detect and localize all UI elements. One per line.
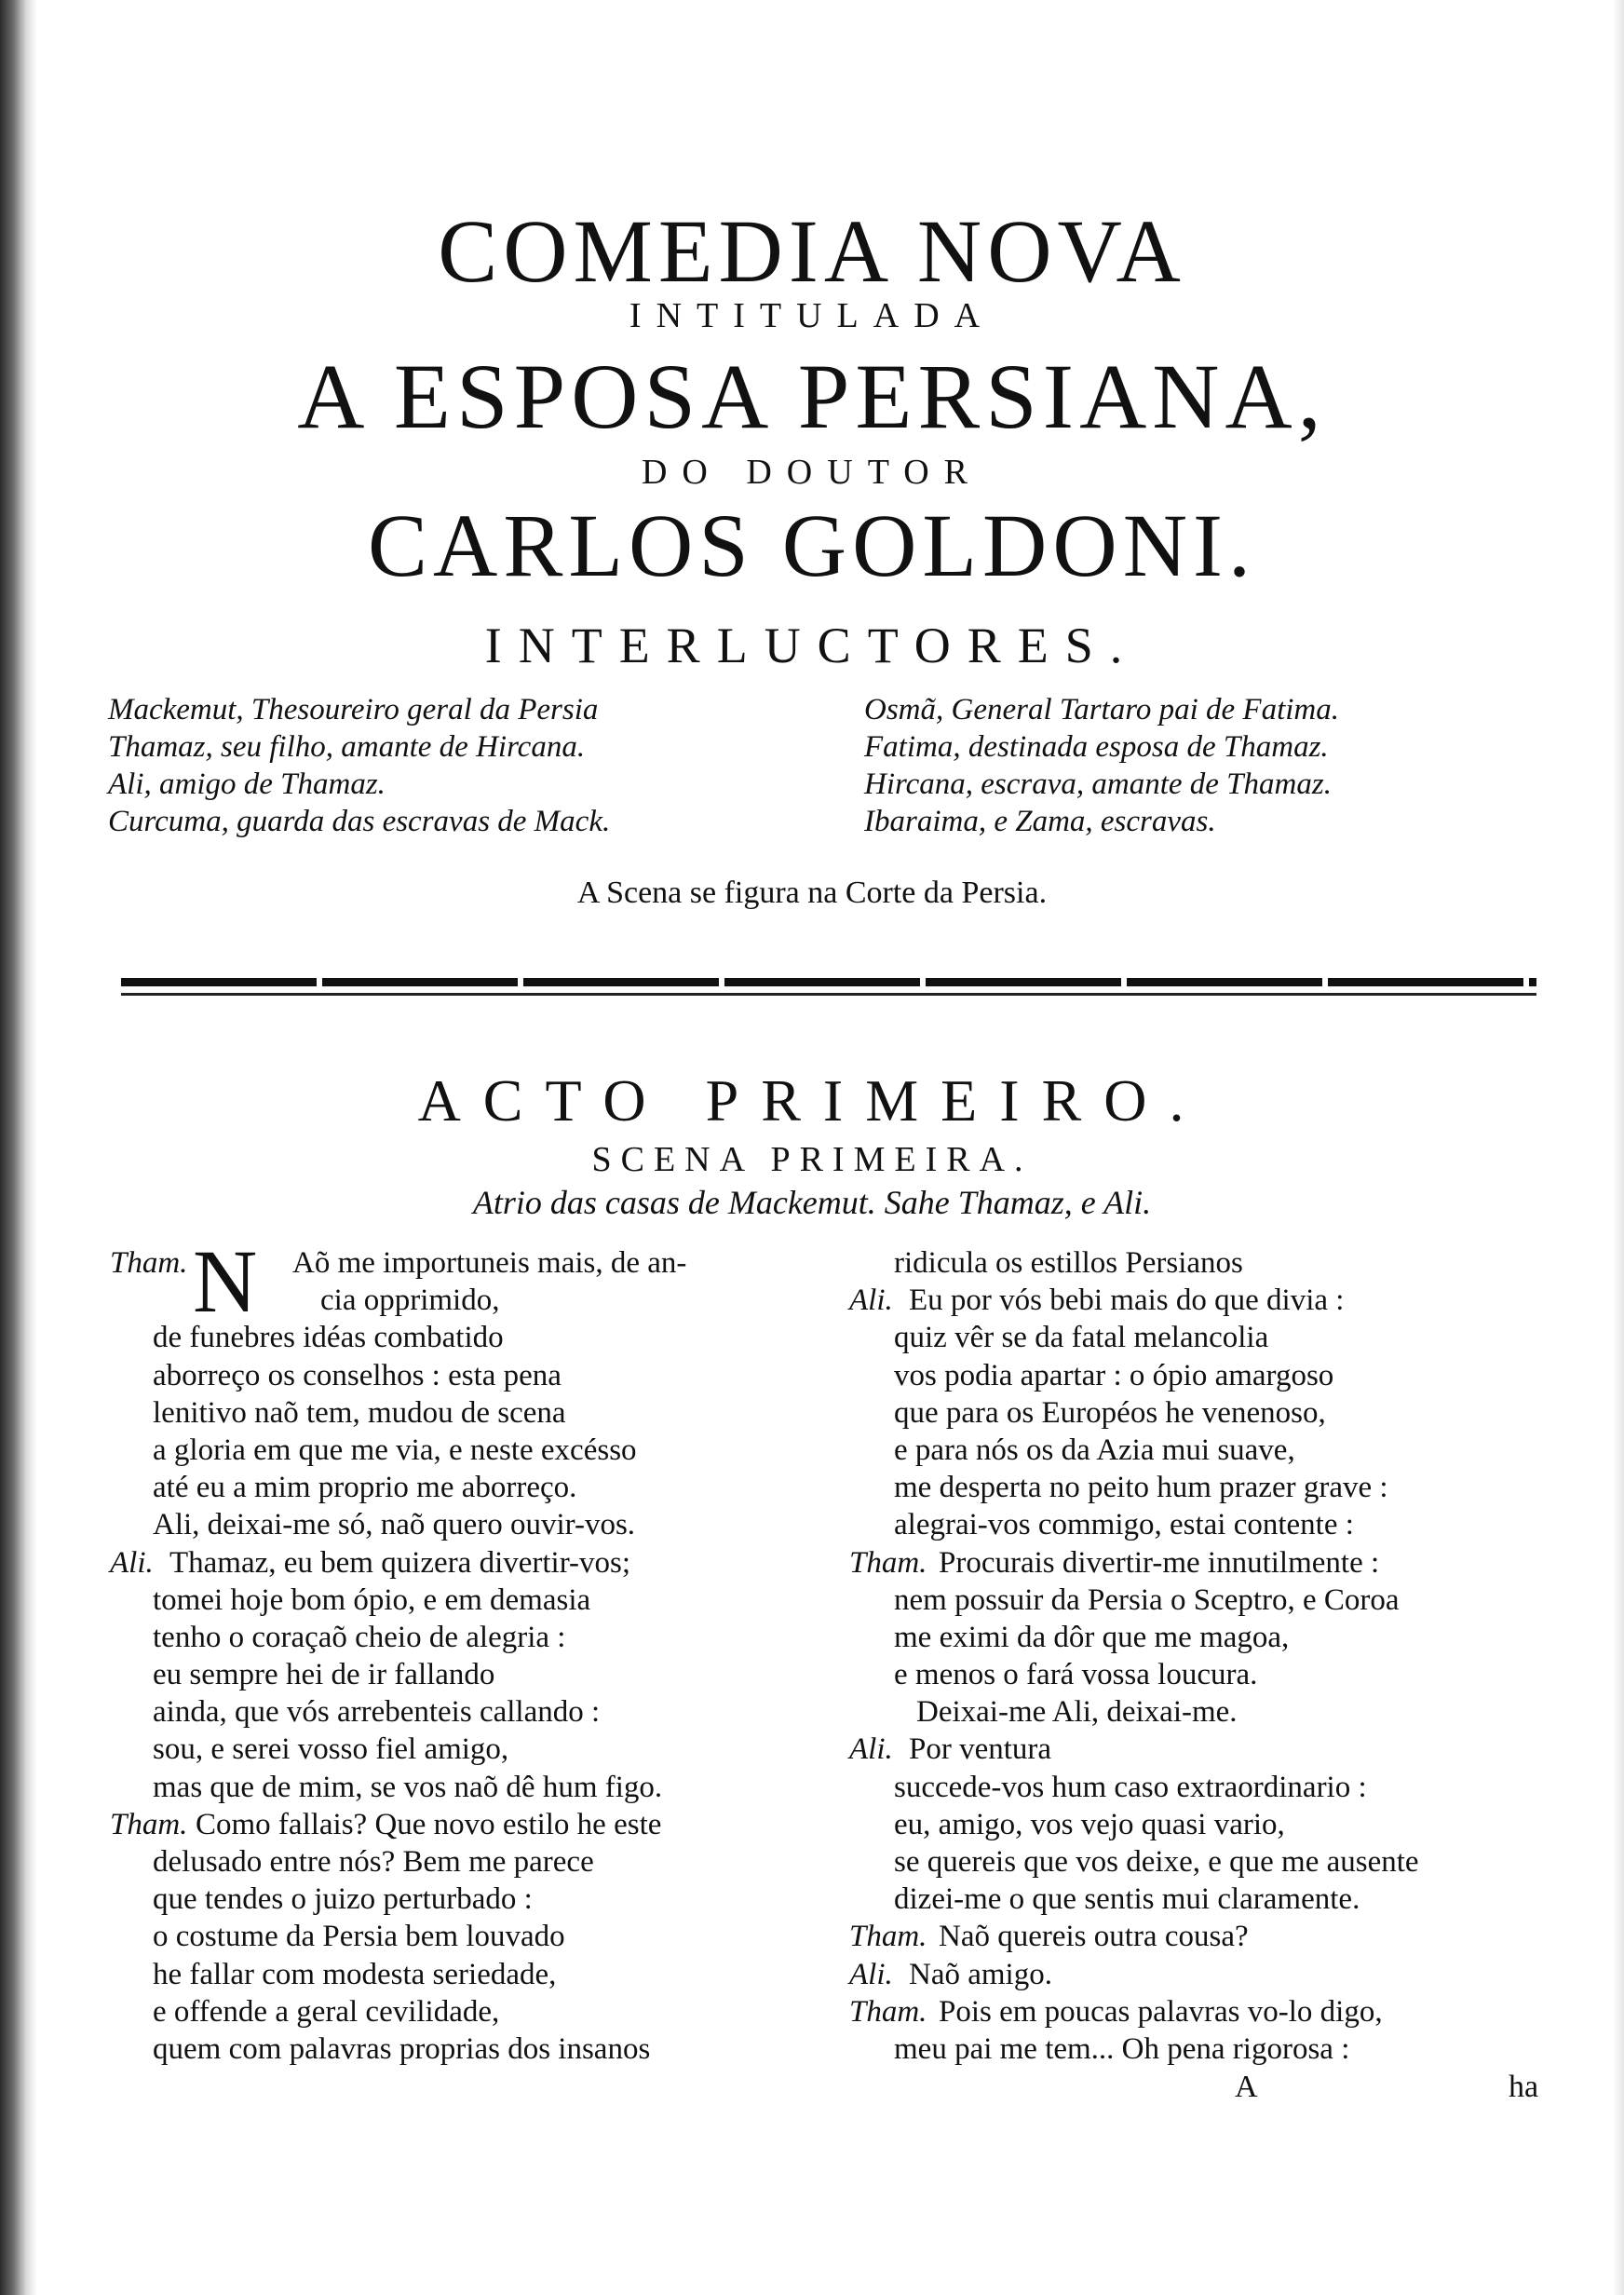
title-author: CARLOS GOLDONI.: [368, 496, 1256, 595]
dialogue-line: [849, 1619, 1538, 1656]
dialogue-line: [110, 1993, 836, 2030]
speaker-label: Ali.: [849, 1283, 893, 1318]
dialogue-line: [110, 1956, 836, 1993]
dialogue-line: [849, 1394, 1538, 1432]
dialogue-line: [849, 1693, 1538, 1731]
speaker-label: Tham.: [110, 1246, 188, 1280]
line-text: e menos o fará vossa loucura.: [894, 1658, 1258, 1692]
line-text: Naõ amigo.: [909, 1957, 1052, 1991]
dialogue-line: [110, 1693, 836, 1731]
cast-right-4: Ibaraima, e Zama, escravas.: [864, 805, 1216, 838]
speaker-label: Tham.: [849, 1920, 927, 1954]
dialogue-line: [110, 1881, 836, 1918]
scene-setting: Atrio das casas de Mackemut. Sahe Thamaz, e Ali.: [472, 1184, 1152, 1221]
cast-left-1: Mackemut, Thesoureiro geral da Persia: [108, 693, 599, 727]
dialogue-line: [110, 1731, 836, 1768]
dialogue-line: [110, 1506, 836, 1543]
dialogue-line: [849, 1506, 1538, 1543]
title-esposa-persiana: A ESPOSA PERSIANA,: [297, 345, 1327, 448]
line-text: Como fallais? Que novo estilo he este: [196, 1807, 662, 1841]
line-text: a gloria em que me via, e neste excésso: [153, 1433, 637, 1467]
ornamental-rule-thin: [121, 993, 1536, 996]
line-text: até eu a mim proprio me aborreço.: [153, 1471, 577, 1505]
line-text: se quereis que vos deixe, e que me ausente: [894, 1845, 1419, 1879]
line-text: Thamaz, eu bem quizera divertir-vos;: [169, 1545, 631, 1580]
dialogue-line: [849, 1769, 1538, 1806]
dialogue-line: [110, 1244, 836, 1282]
line-text: e offende a geral cevilidade,: [153, 1994, 500, 2029]
dialogue-line: [849, 1357, 1538, 1394]
title-intitulada: INTITULADA: [629, 296, 995, 335]
dialogue-line: [110, 1582, 836, 1619]
dialogue-line: [849, 1469, 1538, 1506]
line-text: ainda, que vós arrebenteis callando :: [153, 1695, 601, 1730]
line-text: me desperta no peito hum prazer grave :: [894, 1471, 1388, 1505]
dialogue-line: [849, 2030, 1538, 2068]
scene-title: SCENA PRIMEIRA.: [591, 1140, 1033, 1179]
line-text: Pois em poucas palavras vo-lo digo,: [939, 1994, 1383, 2029]
line-text: de funebres idéas combatido: [153, 1321, 504, 1355]
speaker-label: Ali.: [110, 1545, 154, 1580]
speaker-label: Tham.: [849, 1545, 927, 1580]
drop-cap-n: N: [193, 1231, 258, 1331]
line-text: lenitivo naõ tem, mudou de scena: [153, 1395, 566, 1430]
dialogue-line: [849, 1731, 1538, 1768]
cast-left-4: Curcuma, guarda das escravas de Mack.: [108, 805, 611, 838]
cast-right-3: Hircana, escrava, amante de Thamaz.: [864, 767, 1332, 801]
line-text: aborreço os conselhos : esta pena: [153, 1358, 562, 1392]
line-text: Naõ quereis outra cousa?: [939, 1920, 1249, 1954]
line-text: eu sempre hei de ir fallando: [153, 1658, 495, 1692]
dialogue-line: [849, 1282, 1538, 1319]
line-text: alegrai-vos commigo, estai contente :: [894, 1508, 1354, 1542]
line-text: he fallar com modesta seriedade,: [153, 1957, 557, 1991]
speaker-label: Ali.: [849, 1957, 893, 1991]
line-text: tenho o coraçaõ cheio de alegria :: [153, 1620, 566, 1654]
dialogue-line: [110, 1769, 836, 1806]
line-text: ridicula os estillos Persianos: [894, 1246, 1243, 1280]
line-text: cia opprimido,: [320, 1283, 500, 1318]
dialogue-line: [849, 1843, 1538, 1881]
dialogue-line: [110, 1619, 836, 1656]
dialogue-line: [849, 1956, 1538, 1993]
speaker-label: Ali.: [849, 1732, 893, 1767]
dialogue-line: [849, 1918, 1538, 1955]
scene-location-note: A Scena se figura na Corte da Persia.: [576, 876, 1048, 910]
line-text: quiz vêr se da fatal melancolia: [894, 1321, 1269, 1355]
dialogue-line: [110, 1544, 836, 1582]
title-do-doutor: DO DOUTOR: [641, 453, 983, 492]
line-text: o costume da Persia bem louvado: [153, 1920, 565, 1954]
dialogue-line: [110, 1843, 836, 1881]
dialogue-right-column: [849, 1244, 1538, 2068]
line-text: que para os Européos he venenoso,: [894, 1395, 1326, 1430]
line-text: meu pai me tem... Oh pena rigorosa :: [894, 2031, 1350, 2066]
dialogue-line: [849, 1244, 1538, 1282]
dialogue-line: [110, 1469, 836, 1506]
line-text: me eximi da dôr que me magoa,: [894, 1620, 1290, 1654]
line-text: quem com palavras proprias dos insanos: [153, 2031, 651, 2066]
dialogue-line: [110, 1319, 836, 1356]
dialogue-line: [849, 1319, 1538, 1356]
line-text: e para nós os da Azia mui suave,: [894, 1433, 1295, 1467]
cast-right-1: Osmã, General Tartaro pai de Fatima.: [864, 693, 1339, 727]
line-text: eu, amigo, vos vejo quasi vario,: [894, 1807, 1285, 1841]
line-text: Eu por vós bebi mais do que divia :: [909, 1283, 1345, 1318]
dialogue-line: [849, 1432, 1538, 1469]
dialogue-line: [849, 1881, 1538, 1918]
dialogue-line: [849, 1656, 1538, 1693]
dialogue-line: [849, 1993, 1538, 2030]
line-text: Deixai-me Ali, deixai-me.: [916, 1695, 1238, 1730]
interlocutores-heading: INTERLUCTORES.: [484, 618, 1140, 673]
line-text: Aõ me importuneis mais, de an-: [292, 1246, 687, 1280]
line-text: Por ventura: [909, 1732, 1052, 1767]
dialogue-line: [110, 1806, 836, 1843]
line-text: Ali, deixai-me só, naõ quero ouvir-vos.: [153, 1508, 636, 1542]
line-text: delusado entre nós? Bem me parece: [153, 1845, 594, 1879]
dialogue-line: [110, 1432, 836, 1469]
dialogue-line: [110, 1918, 836, 1955]
line-text: Procurais divertir-me innutilmente :: [939, 1545, 1380, 1580]
signature-mark: A: [1235, 2070, 1258, 2104]
speaker-label: Tham.: [110, 1807, 188, 1841]
line-text: que tendes o juizo perturbado :: [153, 1882, 533, 1917]
ornamental-rule: [121, 978, 1536, 986]
cast-left-3: Ali, amigo de Thamaz.: [108, 767, 386, 801]
dialogue-line: [849, 1582, 1538, 1619]
dialogue-line: [849, 1544, 1538, 1582]
cast-left-2: Thamaz, seu filho, amante de Hircana.: [108, 730, 586, 764]
dialogue-line: [110, 1282, 836, 1319]
line-text: dizei-me o que sentis mui claramente.: [894, 1882, 1360, 1917]
dialogue-line: [110, 2030, 836, 2068]
speaker-label: Tham.: [849, 1994, 927, 2029]
line-text: tomei hoje bom ópio, e em demasia: [153, 1582, 591, 1617]
line-text: vos podia apartar : o ópio amargoso: [894, 1358, 1334, 1392]
line-text: succede-vos hum caso extraordinario :: [894, 1770, 1367, 1804]
title-comedia-nova: COMEDIA NOVA: [438, 201, 1186, 301]
dialogue-line: [849, 1806, 1538, 1843]
catchword: ha: [1509, 2070, 1539, 2104]
dialogue-left-column: [110, 1231, 836, 2068]
act-title: ACTO PRIMEIRO.: [417, 1067, 1207, 1134]
line-text: sou, e serei vosso fiel amigo,: [153, 1732, 509, 1767]
line-text: mas que de mim, se vos naõ dê hum figo.: [153, 1770, 663, 1804]
cast-right-2: Fatima, destinada esposa de Thamaz.: [864, 730, 1329, 764]
line-text: nem possuir da Persia o Sceptro, e Coroa: [894, 1582, 1400, 1617]
dialogue-line: [110, 1357, 836, 1394]
dialogue-line: [110, 1656, 836, 1693]
dialogue-line: [110, 1394, 836, 1432]
